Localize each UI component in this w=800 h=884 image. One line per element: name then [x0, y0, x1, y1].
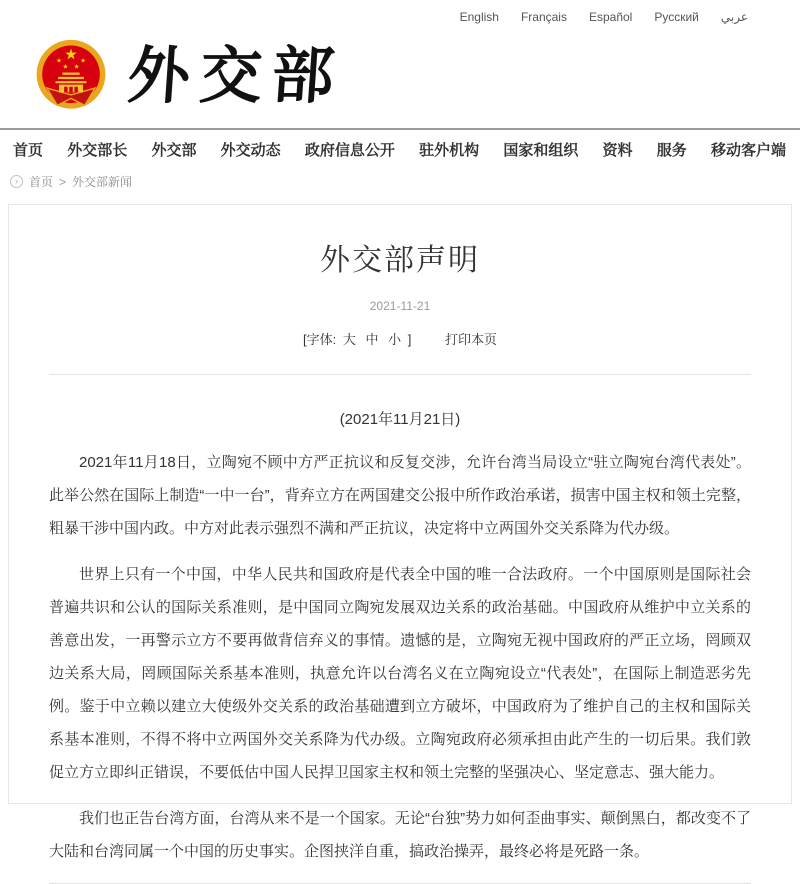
nav-item-home[interactable]: 首页 [13, 142, 44, 159]
main-nav [0, 128, 800, 167]
article-paragraph: 世界上只有一个中国，中华人民共和国政府是代表全中国的唯一合法政府。一个中国原则是国际社会普遍共识和公认的国际关系准则，是中国同立陶宛发展双边关系的政治基础。中国政府从维护中立关系的善意出发，一再警示立方不要再做背信弃义的事情。遗憾的是，立陶宛无视中国政府的严正立场，罔顾双边关系大局，罔顾国际关系基本准则，执意允许以台湾名义在立陶宛设立“代表处”，在国际上制造恶劣先例。鉴于中立赖以建立大使级外交关系的政治基础遭到立方破坏，中国政府为了维护自己的主权和国际关系基本准则，不得不将中立两国外交关系降为代办级。立陶宛政府必须承担由此产生的一切后果。我们敦促立方立即纠正错误，不要低估中国人民捍卫国家主权和领土完整的坚强决心、坚定意志、强大能力。 [49, 566, 751, 781]
lang-link-english[interactable]: English [459, 10, 499, 24]
lang-link-espanol[interactable]: Español [588, 10, 633, 24]
font-size-label-open: [字体: [302, 332, 337, 347]
nav-item-missions-abroad[interactable]: 驻外机构 [419, 142, 480, 159]
language-bar [0, 0, 800, 24]
font-size-large-button[interactable]: 大 [342, 332, 356, 347]
lang-link-russian[interactable]: Русский [654, 10, 699, 24]
breadcrumb [0, 167, 800, 200]
article-date: 2021-11-21 [369, 299, 431, 313]
breadcrumb-home-link[interactable]: 首页 [29, 175, 54, 189]
font-size-label-close: ] [407, 332, 412, 347]
article-paragraph: 我们也正告台湾方面，台湾从来不是一个国家。无论“台独”势力如何歪曲事实、颠倒黑白，都改变不了大陆和台湾同属一个中国的历史事实。企图挟洋自重，搞政治操弄，最终必将是死路一条。 [49, 810, 751, 860]
nav-item-services[interactable]: 服务 [656, 142, 687, 159]
font-size-small-button[interactable]: 小 [388, 332, 402, 347]
lang-link-arabic[interactable]: عربي [720, 10, 748, 24]
lang-link-francais[interactable]: Français [520, 10, 567, 24]
print-page-button[interactable]: 打印本页 [445, 332, 498, 347]
nav-item-resources[interactable]: 资料 [602, 142, 633, 159]
site-header[interactable] [0, 24, 800, 128]
ministry-logo-calligraphy: 外交部 [125, 39, 347, 112]
article-dateline: (2021年11月21日) [339, 411, 461, 428]
article-body [9, 375, 791, 884]
nav-item-ministry[interactable]: 外交部 [151, 142, 197, 159]
nav-item-gov-info[interactable]: 政府信息公开 [304, 142, 395, 159]
breadcrumb-separator: > [59, 174, 67, 189]
chevron-circle-icon: › [10, 175, 23, 188]
article-container [8, 204, 792, 860]
national-emblem-icon [28, 33, 114, 119]
nav-item-countries-orgs[interactable]: 国家和组织 [503, 142, 579, 159]
page-title: 外交部声明 [320, 244, 480, 277]
article-toolbar [9, 329, 791, 348]
nav-item-diplomatic-activities[interactable]: 外交动态 [220, 142, 281, 159]
nav-item-mobile-client[interactable]: 移动客户端 [710, 142, 786, 159]
nav-item-foreign-minister[interactable]: 外交部长 [67, 142, 128, 159]
article-paragraph: 2021年11月18日，立陶宛不顾中方严正抗议和反复交涉，允许台湾当局设立“驻立陶宛台湾代表处”。此举公然在国际上制造“一中一台”，背弃立方在两国建交公报中所作政治承诺，损害中国主权和领土完整，粗暴干涉中国内政。中方对此表示强烈不满和严正抗议，决定将中立两国外交关系降为代办级。 [49, 454, 751, 537]
font-size-medium-button[interactable]: 中 [365, 332, 379, 347]
breadcrumb-current-link[interactable]: 外交部新闻 [72, 175, 133, 189]
